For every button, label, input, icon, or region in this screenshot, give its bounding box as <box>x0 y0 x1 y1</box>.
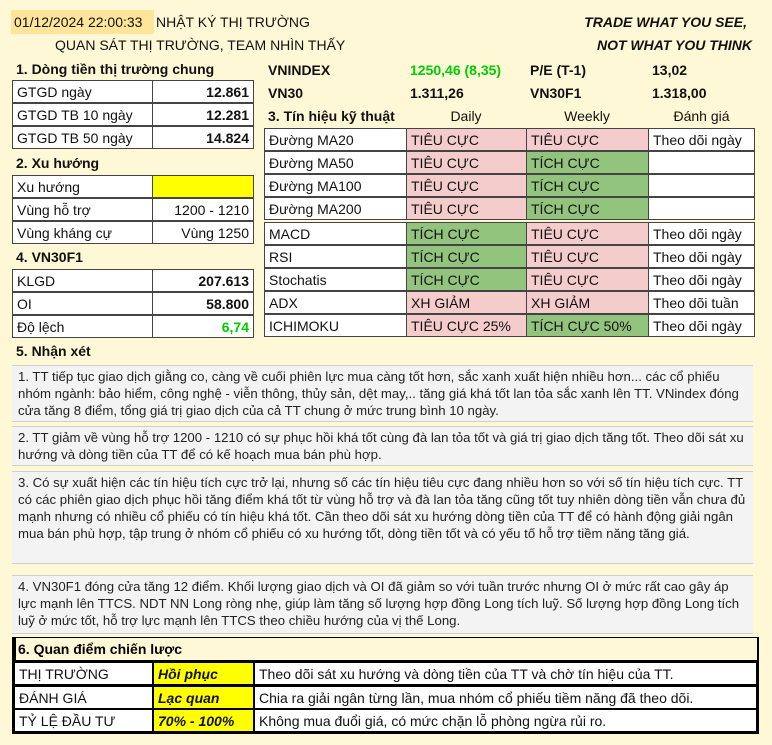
signal-eval <box>648 197 755 220</box>
pe-value: 13,02 <box>652 62 688 78</box>
slogan-line-1: TRADE WHAT YOU SEE, <box>584 14 747 30</box>
comment-item: 2. TT giảm về vùng hỗ trợ 1200 - 1210 có sự phục hồi khá tốt cùng đà lan tỏa tốt và giá trị giao dịch tăng tốt. Theo dõi sát xu hướng và dòng tiền của TT để có kế hoạch mua bán phù hợp. <box>12 426 753 466</box>
slogan-line-2: NOT WHAT YOU THINK <box>596 37 752 53</box>
trend-label: Vùng hỗ trợ <box>12 198 153 221</box>
signal-daily: TÍCH CỰC <box>406 222 527 245</box>
signal-name: Đường MA20 <box>264 128 407 151</box>
signal-weekly: TÍCH CỰC 50% <box>526 314 649 337</box>
signal-daily: TIÊU CỰC 25% <box>406 314 527 337</box>
comment-item: 4. VN30F1 đóng cửa tăng 12 điểm. Khối lượng giao dịch và OI đã giảm so với tuần trước nhưng OI ở mức rất cao gây áp lực mạnh lên TTCS. NDT NN Long ròng nhẹ, giúp làm tăng số lượng hợp đồng Long tích luỹ. Số lượng hợp đồng Long tích luỹ ở mức tốt, hỗ trợ lực mạnh lên TTCS theo chiều hướng của vị thế Long. <box>12 575 753 634</box>
signals-col-daily: Daily <box>450 108 482 124</box>
signal-eval: Theo dõi ngày <box>648 245 755 268</box>
signal-weekly: TIÊU CỰC <box>526 222 649 245</box>
vn30-value: 1.311,26 <box>410 85 464 101</box>
signal-name: Đường MA100 <box>264 174 407 197</box>
signal-daily: TIÊU CỰC <box>406 197 527 220</box>
signal-name: Đường MA200 <box>264 197 407 220</box>
signal-weekly: TÍCH CỰC <box>526 151 649 174</box>
trend-value-highlight <box>152 175 254 198</box>
vn30f1-label: OI <box>12 292 153 315</box>
signal-eval <box>648 174 755 197</box>
signal-name: ICHIMOKU <box>264 314 407 337</box>
signal-weekly: TIÊU CỰC <box>526 268 649 291</box>
strategy-section-title: 6. Quan điểm chiến lược <box>16 638 757 660</box>
strategy-value: Hồi phục <box>153 662 254 685</box>
strategy-label: THỊ TRƯỜNG <box>14 662 153 685</box>
strategy-label: TỶ LỆ ĐẦU TƯ <box>14 709 153 732</box>
signal-daily: XH GIẢM <box>406 291 527 314</box>
vn30-label: VN30 <box>268 85 304 101</box>
cashflow-section-title: 1. Dòng tiền thị trường chung <box>16 61 215 77</box>
strategy-label: ĐÁNH GIÁ <box>14 686 153 709</box>
signal-name: Đường MA50 <box>264 151 407 174</box>
signal-name: MACD <box>264 222 407 245</box>
resistance-zone-value: Vùng 1250 <box>152 221 254 244</box>
vnindex-label: VNINDEX <box>268 62 331 78</box>
cashflow-label: GTGD ngày <box>12 80 153 103</box>
comment-item: 3. Có sự xuất hiện các tín hiệu tích cực trở lại, nhưng số các tín hiệu tiêu cực đang nhiều hơn so với số tín hiệu tích cực. TT có các phiên giao dịch phục hồi tăng điểm khá tốt từ vùng hỗ trợ và đà lan tỏa tăng cũng tốt tuy nhiên dòng tiền vẫn chưa đủ mạnh nhưng có nhiều cổ phiếu có tín hiệu khá tốt. Cần theo dõi sát xu hướng dòng tiền của TT để có hành động giải ngân mua bán phù hợp, tập trung ở nhóm cổ phiếu có xu hướng tốt, dòng tiền tốt và có yếu tố hỗ trợ tiềm năng tăng giá. <box>12 471 753 564</box>
cashflow-label: GTGD TB 50 ngày <box>12 126 153 149</box>
signal-eval: Theo dõi ngày <box>648 268 755 291</box>
report-title: NHẬT KÝ THỊ TRƯỜNG <box>156 14 310 30</box>
report-datetime: 01/12/2024 22:00:33 <box>11 10 154 34</box>
signal-eval: Theo dõi tuần <box>648 291 755 314</box>
vn30f1-index-value: 1.318,00 <box>652 85 707 101</box>
cashflow-value: 14.824 <box>152 126 254 149</box>
vn30f1-deviation-value: 6,74 <box>152 315 254 338</box>
signal-weekly: TIÊU CỰC <box>526 245 649 268</box>
vn30f1-value: 58.800 <box>152 292 254 315</box>
signals-col-eval: Đánh giá <box>673 108 730 124</box>
trend-section-title: 2. Xu hướng <box>16 155 100 171</box>
cashflow-value: 12.861 <box>152 80 254 103</box>
vn30f1-label: Độ lệch <box>12 315 153 338</box>
strategy-value: 70% - 100% <box>153 709 254 732</box>
signal-eval: Theo dõi ngày <box>648 128 755 151</box>
support-zone-value: 1200 - 1210 <box>152 198 254 221</box>
signal-daily: TIÊU CỰC <box>406 128 527 151</box>
vn30f1-label: KLGD <box>12 269 153 292</box>
comment-item: 1. TT tiếp tục giao dịch giằng co, càng về cuối phiên lực mua càng tốt hơn, sắc xanh xuất hiện nhiều hơn... các cổ phiếu nhóm ngành: bảo hiểm, công nghệ - viễn thông, thủy sản, dệt may,.. tăng giá khá tốt lan tỏa sắc xanh lên TT. VNindex đóng cửa tăng 8 điểm, tổng giá trị giao dịch của cả TT chung ở mức trung bình 10 ngày. <box>12 365 753 422</box>
strategy-desc: Theo dõi sát xu hướng và dòng tiền của TT và chờ tín hiệu của TT. <box>254 662 757 685</box>
signal-daily: TÍCH CỰC <box>406 268 527 291</box>
signal-weekly: TÍCH CỰC <box>526 174 649 197</box>
signal-eval <box>648 151 755 174</box>
cashflow-value: 12.281 <box>152 103 254 126</box>
signal-daily: TIÊU CỰC <box>406 151 527 174</box>
report-subtitle: QUAN SÁT THỊ TRƯỜNG, TEAM NHÌN THẤY <box>55 37 346 53</box>
strategy-desc: Chia ra giải ngân từng lần, mua nhóm cổ phiếu tiềm năng đã theo dõi. <box>254 686 757 709</box>
signal-name: RSI <box>264 245 407 268</box>
vn30f1-index-label: VN30F1 <box>530 85 582 101</box>
vnindex-value: 1250,46 (8,35) <box>410 62 502 78</box>
signal-eval: Theo dõi ngày <box>648 314 755 337</box>
signals-section-title: 3. Tín hiệu kỹ thuật <box>268 108 395 124</box>
strategy-value: Lạc quan <box>153 686 254 709</box>
signal-weekly: TÍCH CỰC <box>526 197 649 220</box>
signal-daily: TIÊU CỰC <box>406 174 527 197</box>
signal-name: ADX <box>264 291 407 314</box>
signal-weekly: XH GIẢM <box>526 291 649 314</box>
signal-eval: Theo dõi ngày <box>648 222 755 245</box>
vn30f1-value: 207.613 <box>152 269 254 292</box>
signals-col-weekly: Weekly <box>564 108 610 124</box>
signal-name: Stochatis <box>264 268 407 291</box>
comments-section-title: 5. Nhận xét <box>16 343 91 359</box>
trend-label: Xu hướng <box>12 175 153 198</box>
signal-daily: TÍCH CỰC <box>406 245 527 268</box>
trend-label: Vùng kháng cự <box>12 221 153 244</box>
pe-label: P/E (T-1) <box>530 62 587 78</box>
strategy-desc: Không mua đuổi giá, có mức chặn lỗ phòng ngừa rủi ro. <box>254 709 757 732</box>
signal-weekly: TIÊU CỰC <box>526 128 649 151</box>
vn30f1-section-title: 4. VN30F1 <box>16 249 83 265</box>
cashflow-label: GTGD TB 10 ngày <box>12 103 153 126</box>
